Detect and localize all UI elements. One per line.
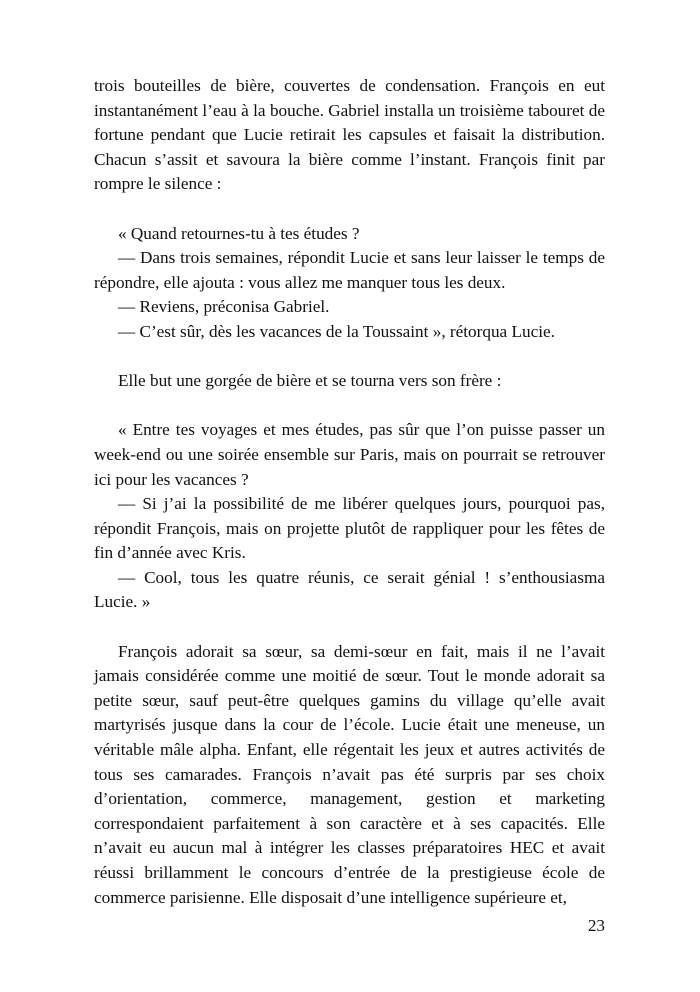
narration-paragraph: François adorait sa sœur, sa demi-sœur en fait, mais il ne l’avait jamais considérée comme une moitié de sœur. Tout le monde adorait sa petite sœur, sauf peut-être quelques gamins du village qu’elle avait martyrisés jusque dans la cour de l’école. Lucie était une meneuse, un véritable mâle alpha. Enfant, elle régentait les jeux et autres activités de tous ses camarades. François n’avait pas été surpris par ses choix d’orientation, commerce, management, gestion et marketing correspondaient parfaitement à son caractère et à ses capacités. Elle n’avait eu aucun mal à intégrer les classes préparatoires HEC et avait réussi brillamment le concours d’entrée de la prestigieuse école de commerce parisienne. Elle disposait d’une intelligence supérieure et, bbox=[94, 641, 605, 907]
paragraph-continuation: trois bouteilles de bière, couvertes de condensation. François en eut instantanément l’eau à la bouche. Gabriel installa un troisième tabouret de fortune pendant que Lucie retirait les capsules et faisait la distribution. Chacun s’assit et savoura la bière comme l’instant. François finit par rompre le silence : bbox=[94, 76, 605, 194]
dialogue-line: « Entre tes voyages et mes études, pas sûr que l’on puisse passer un week-end ou une soirée ensemble sur Paris, mais on pourrait se retrouver ici pour les vacances ? bbox=[94, 420, 605, 489]
dialogue-line: — Cool, tous les quatre réunis, ce serait génial ! s’enthousiasma Lucie. » bbox=[94, 567, 605, 612]
blank-line bbox=[94, 345, 605, 370]
body-text bbox=[94, 74, 605, 910]
blank-line bbox=[94, 615, 605, 640]
dialogue-line: — Dans trois semaines, répondit Lucie et sans leur laisser le temps de répondre, elle ajouta : vous allez me manquer tous les deux. bbox=[94, 248, 605, 292]
blank-line bbox=[94, 394, 605, 419]
dialogue-line: — Si j’ai la possibilité de me libérer quelques jours, pourquoi pas, répondit François, mais on projette plutôt de rappliquer pour les fêtes de fin d’année avec Kris. bbox=[94, 494, 605, 563]
dialogue-line: — C’est sûr, dès les vacances de la Toussaint », rétorqua Lucie. bbox=[118, 321, 555, 341]
blank-line bbox=[94, 197, 605, 222]
dialogue-line: « Quand retournes-tu à tes études ? bbox=[118, 223, 360, 243]
dialogue-line: — Reviens, préconisa Gabriel. bbox=[118, 297, 330, 317]
page-number: 23 bbox=[587, 916, 605, 935]
narration-paragraph: Elle but une gorgée de bière et se tourna vers son frère : bbox=[118, 371, 502, 391]
